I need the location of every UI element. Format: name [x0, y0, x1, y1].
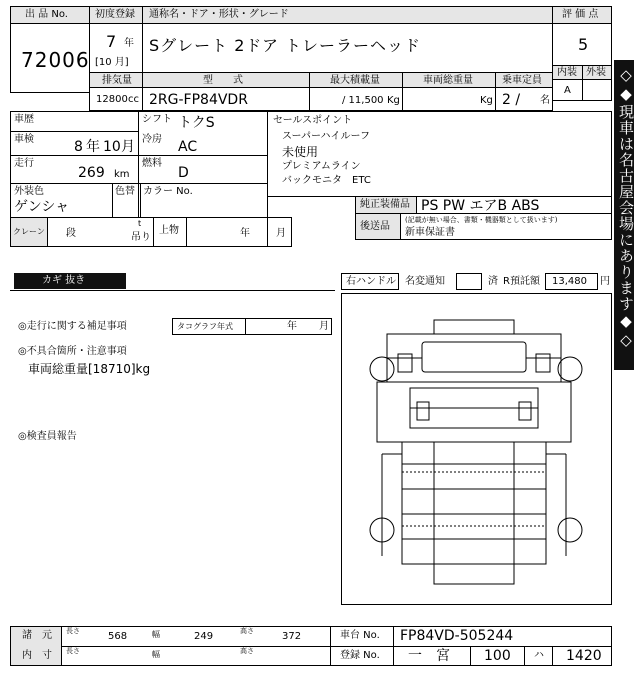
recycle-price-label: R預託額 [503, 276, 540, 287]
inspection-year-unit: 年 [86, 139, 100, 155]
reg-area: 一 宮 [408, 648, 450, 664]
defects-text: 車両総重量[18710]kg [28, 362, 151, 376]
model-box [142, 87, 310, 111]
sales-point-4: バックモニタ ETC [282, 175, 371, 186]
crane-t: t [138, 219, 142, 228]
max-load-label: 最大積載量 [330, 75, 380, 86]
recycle-label: 済 [488, 276, 498, 287]
crane-month: 月 [276, 228, 286, 239]
name-header [142, 6, 553, 24]
chassis-value: FP84VD-505244 [400, 628, 514, 644]
front-right-wheel [558, 357, 582, 381]
height-label: 高さ [240, 627, 254, 635]
reg-number: 1420 [566, 648, 602, 664]
max-load-box [309, 87, 403, 111]
tacho-month: 月 [319, 321, 329, 332]
max-load-header [309, 72, 403, 88]
max-load-unit: Kg [387, 95, 400, 106]
interior-header [552, 65, 583, 80]
standard-equipment-label: 純正装備品 [360, 199, 410, 210]
grade-label: 評 価 点 [562, 9, 599, 20]
grade-box [552, 23, 612, 66]
width-label: 幅 [152, 630, 160, 639]
tacho-box [172, 318, 332, 335]
after-items-value: 新車保証書 [405, 227, 455, 238]
steering-box [341, 273, 399, 290]
sales-point-2: 未使用 [282, 145, 319, 159]
first-reg-box [89, 23, 143, 73]
interior-label: 内装 [557, 67, 577, 78]
cab-lower [377, 382, 571, 442]
lot-no: 72006 [21, 48, 90, 72]
color-code-label: 色替 [115, 186, 135, 197]
max-load-value: / 11,500 [342, 95, 384, 106]
inspection-year: 8 [74, 139, 83, 155]
key-badge [14, 273, 126, 289]
left-mirror [398, 354, 412, 372]
windshield [422, 342, 526, 372]
fuel-value: D [178, 165, 189, 181]
first-reg-label: 初度登録 [95, 9, 135, 20]
inner-width-label: 幅 [152, 650, 160, 659]
chassis-label: 車台 No. [340, 630, 380, 641]
length-value: 568 [108, 631, 128, 642]
name-change-box [456, 273, 482, 290]
vehicle-name: Sグレート 2ドア トレーラーヘッド [149, 36, 422, 55]
tacho-label: タコグラフ年式 [177, 322, 233, 331]
after-items-label: 後送品 [360, 221, 390, 232]
sales-point-1: スーパーハイルーフ [282, 131, 370, 142]
interior-grade: A [564, 85, 571, 96]
model-label: 型 式 [203, 75, 243, 86]
rear-right-wheel [558, 518, 582, 542]
reg-label: 登録 No. [340, 650, 380, 661]
steering-value: 右ハンドル [346, 276, 396, 287]
first-reg-year: 7 [106, 32, 117, 51]
ac-value: AC [178, 139, 198, 155]
left-headlight [417, 402, 429, 420]
displacement-value: 12800 [96, 94, 128, 105]
mileage-unit: km [114, 169, 130, 180]
name-change-label: 名変通知 [405, 276, 445, 287]
year-unit: 年 [124, 38, 134, 49]
gross-weight-header [402, 72, 496, 88]
after-items-box [400, 213, 612, 240]
after-items-header [355, 213, 401, 240]
chassis-frame [402, 442, 546, 564]
crane-label: クレーン [13, 227, 45, 236]
recycle-price-box [545, 273, 598, 290]
lot-no-label: 出 品 No. [25, 9, 68, 20]
crane-year: 年 [240, 228, 250, 239]
height-value: 372 [282, 631, 302, 642]
capacity-header [495, 72, 553, 88]
side-banner [614, 60, 634, 370]
color-no-label: カラー No. [143, 186, 193, 197]
sales-points-label: セールスポイント [273, 115, 353, 126]
dims-label: 諸 元 [22, 630, 52, 641]
sales-points-box [267, 111, 612, 197]
standard-equipment-header [355, 196, 417, 214]
reg-kana: ハ [534, 650, 544, 661]
driving-notes-label: ◎走行に関する補足事項 [18, 321, 127, 332]
displacement-header [89, 72, 143, 88]
capacity-label: 乗車定員 [502, 75, 542, 86]
displacement-box [89, 87, 143, 111]
cab-roof-edge [434, 320, 514, 334]
recycle-unit: 円 [600, 276, 610, 287]
inspection-month: 10 [103, 139, 121, 155]
standard-equipment-value: PS PW エアB ABS [421, 198, 540, 214]
mileage-value: 269 [78, 165, 105, 181]
ac-label: 冷房 [142, 134, 162, 145]
name-label: 通称名・ドア・形状・グレード [149, 9, 289, 20]
first-reg-header [89, 6, 143, 24]
model-value: 2RG-FP84VDR [149, 92, 248, 108]
side-banner-text: ◇◆現車は名古屋会場にあります◆◇ [617, 66, 635, 350]
lot-no-box [10, 23, 90, 93]
name-box [142, 23, 553, 73]
defects-label: ◎不具合箇所・注意事項 [18, 346, 127, 357]
grade-value: 5 [578, 35, 589, 54]
exterior-box [582, 79, 612, 101]
length-label: 長さ [66, 627, 80, 635]
gross-weight-box [402, 87, 496, 111]
capacity-unit: 名 [540, 95, 550, 106]
after-items-note: (記載が無い場合、書類・機器類として扱います) [405, 216, 558, 224]
capacity-value: 2 / [502, 92, 521, 108]
inner-length-label: 長さ [66, 647, 80, 655]
exterior-header [582, 65, 612, 80]
interior-box [552, 79, 583, 101]
capacity-box [495, 87, 553, 111]
shift-value: トクS [178, 115, 215, 131]
vehicle-diagram-frame [341, 293, 612, 605]
crane-dan: 段 [66, 228, 76, 239]
width-value: 249 [194, 631, 214, 642]
first-reg-month: [10 月] [95, 57, 129, 68]
inspector-report-label: ◎検査員報告 [18, 431, 77, 442]
right-headlight [519, 402, 531, 420]
key-label: カギ 抜き [42, 275, 86, 286]
recycle-price-value: 13,480 [552, 276, 587, 287]
history-label: 車歴 [14, 114, 34, 125]
rear-bumper [434, 564, 514, 584]
shift-label: シフト [142, 114, 172, 125]
exterior-label: 外装 [586, 67, 606, 78]
grade-header [552, 6, 612, 24]
right-mirror [536, 354, 550, 372]
inner-label: 内 寸 [22, 650, 52, 661]
model-header [142, 72, 310, 88]
inspection-label: 車検 [14, 134, 34, 145]
inner-height-label: 高さ [240, 647, 254, 655]
displacement-label: 排気量 [102, 75, 132, 86]
lot-no-header [10, 6, 90, 24]
displacement-unit: cc [128, 94, 139, 105]
standard-equipment-box [416, 196, 612, 214]
crane-hang: 吊り [131, 232, 151, 243]
mileage-label: 走行 [14, 158, 34, 169]
truck-outline-diagram [342, 294, 611, 604]
sales-point-3: プレミアムライン [282, 161, 361, 172]
gross-weight-unit: Kg [480, 95, 493, 106]
inspection-month-unit: 月 [121, 139, 135, 155]
front-left-wheel [370, 357, 394, 381]
crane-up-label: 上物 [159, 225, 179, 236]
gross-weight-label: 車両総重量 [423, 75, 473, 86]
color-label: 外装色 [14, 186, 44, 197]
color-value: ゲンシャ [14, 199, 70, 215]
reg-class: 100 [484, 648, 511, 664]
fuel-label: 燃料 [142, 158, 162, 169]
tacho-year: 年 [287, 321, 297, 332]
